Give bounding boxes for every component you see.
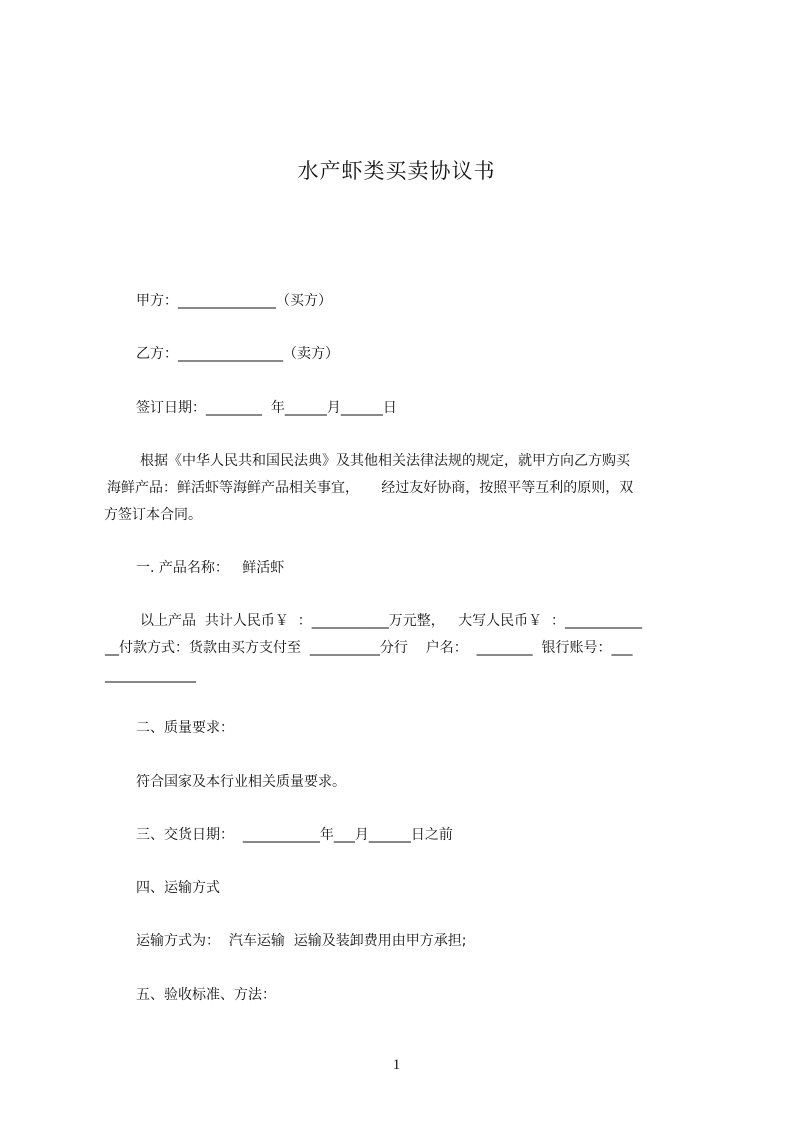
delivery-date-line: 三、交货日期： ___________年___月______日之前 <box>136 827 453 843</box>
transport-heading: 四、运输方式 <box>136 880 220 896</box>
transport-body: 运输方式为： 汽车运输 运输及装卸费用由甲方承担; <box>136 933 467 949</box>
page-number: 1 <box>392 1057 401 1073</box>
quality-heading: 二、质量要求： <box>136 720 234 736</box>
acceptance-heading: 五、验收标准、方法： <box>136 987 276 1003</box>
sign-date-line: 签订日期：________ 年______月______日 <box>136 400 397 416</box>
intro-paragraph-line-1: 根据《中华人民共和国民法典》及其他相关法律法规的规定，就甲方向乙方购买 <box>140 453 630 469</box>
total-price-line-3: _____________ <box>105 667 196 683</box>
quality-body: 符合国家及本行业相关质量要求。 <box>136 774 346 790</box>
intro-paragraph-line-3: 方签订本合同。 <box>104 507 202 523</box>
total-price-line-2: __付款方式：货款由买方支付至 __________分行 户名： ________ 银行账号：___ <box>105 640 633 656</box>
total-price-line-1: 以上产品 共计人民币￥ ：___________万元整， 大写人民币￥ ：___________ <box>140 613 643 629</box>
page-title: 水产虾类买卖协议书 <box>297 159 496 184</box>
intro-paragraph-line-2: 海鲜产品：鲜活虾等海鲜产品相关事宜， 经过友好协商，按照平等互利的原则，双 <box>107 480 634 496</box>
party-a-line: 甲方：______________（买方） <box>136 293 332 309</box>
product-name-line: 一. 产品名称： 鲜活虾 <box>136 560 285 576</box>
party-b-line: 乙方：_______________（卖方） <box>136 346 339 362</box>
